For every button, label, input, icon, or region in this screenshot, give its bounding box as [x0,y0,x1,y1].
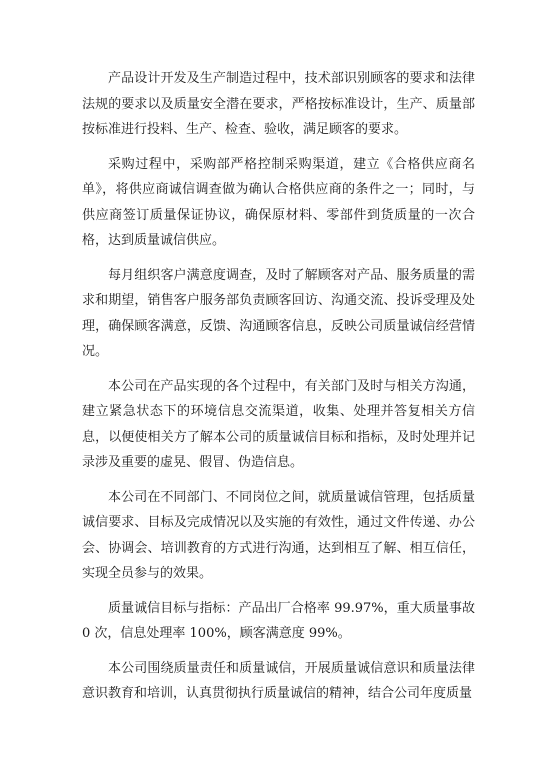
paragraph-customer-survey: 每月组织客户满意度调查，及时了解顾客对产品、服务质量的需求和期望，销售客户服务部负责顾客回访、沟通交流、投诉受理及处理，确保顾客满意，反馈、沟通顾客信息，反映公司质量诚信经营情况。 [82,267,475,359]
paragraph-procurement: 采购过程中，采购部严格控制采购渠道，建立《合格供应商名单》，将供应商诚信调查做为确认合格供应商的条件之一；同时，与供应商签订质量保证协议，确保原材料、零部件到货质量的一次合格，达到质量诚信供应。 [82,156,475,248]
paragraph-external-communication: 本公司在产品实现的各个过程中，有关部门及时与相关方沟通，建立紧急状态下的环境信息交流渠道，收集、处理并答复相关方信息，以便使相关方了解本公司的质量诚信目标和指标，及时处理并记录涉及重要的虚晃、假冒、伪造信息。 [82,378,475,470]
paragraph-training: 本公司围绕质量责任和质量诚信，开展质量诚信意识和质量法律意识教育和培训，认真贯彻执行质量诚信的精神，结合公司年度质量 [82,660,475,701]
document-body [82,66,475,716]
paragraph-quality-targets: 质量诚信目标与指标：产品出厂合格率 99.97%，重大质量事故 0 次，信息处理率 100%，顾客满意度 99%。 [82,600,475,641]
paragraph-internal-communication: 本公司在不同部门、不同岗位之间，就质量诚信管理，包括质量诚信要求、目标及完成情况以及实施的有效性，通过文件传递、办公会、协调会、培训教育的方式进行沟通，达到相互了解、相互信任，实现全员参与的效果。 [82,489,475,581]
paragraph-design-production: 产品设计开发及生产制造过程中，技术部识别顾客的要求和法律法规的要求以及质量安全潜在要求，严格按标准设计，生产、质量部按标准进行投料、生产、检查、验收，满足顾客的要求。 [82,71,475,137]
